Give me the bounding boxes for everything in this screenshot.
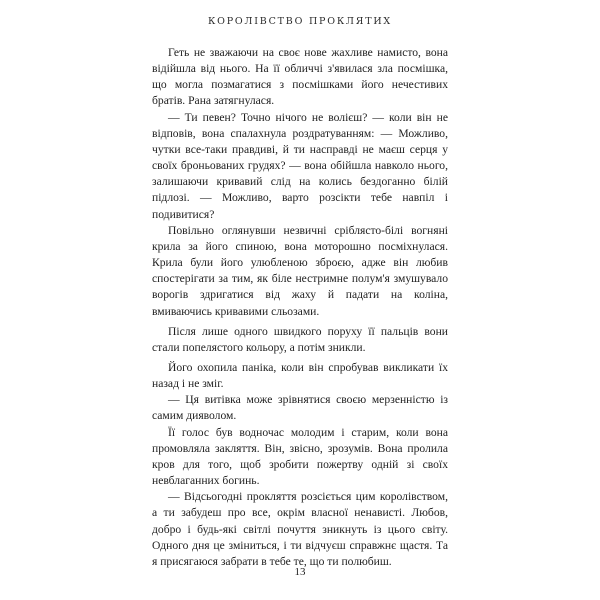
paragraph: Його охопила паніка, коли він спробував викликати їх назад і не зміг.	[152, 360, 448, 391]
paragraph: Після лише одного швидкого поруху її пальців вони стали попелястого кольору, а потім зникли.	[152, 324, 448, 354]
running-header: КОРОЛІВСТВО ПРОКЛЯТИХ	[208, 16, 392, 27]
paragraph: — Ця витівка може зрівнятися своєю мерзенністю із самим дияволом.	[152, 393, 448, 423]
paragraph: — Відсьогодні прокляття розсіється цим королівством, а ти забудеш про все, окрім власної ненависті. Любов, добро і будь-які світлі почуття зникнуть із цього світу. Одного дня це зміниться, і ти відчуєш справжнє щастя. Та я присягаюся забрати в тебе те, що ти полюбиш.	[152, 490, 448, 568]
paragraph: Геть не зважаючи на своє нове жахливе намисто, вона відійшла від нього. На її обличчі з'явилася зла посмішка, що могла позмагатися з посмішками його нечестивих братів. Рана затягнулася.	[152, 46, 448, 108]
page-number: 13	[294, 566, 306, 578]
paragraph: Повільно оглянувши незвичні сріблясто-білі вогняні крила за його спиною, вона моторошно посміхнулася. Крила були його улюбленою зброєю, адже він любив спостерігати за тим, як біле нестримне полум'я змушувало ворогів здригатися від жаху й падати на коліна, вмиваючись кривавими сльозами.	[152, 223, 448, 318]
paragraph: — Ти певен? Точно нічого не волієш? — коли він не відповів, вона спалахнула роздратуванням: — Можливо, чутки все-таки правдиві, й ти насправді не маєш серця у своїх броньованих грудях? — вона обійшла навколо нього, залишаючи кривавий слід на колись бездоганно білій підлозі. — Можливо, варто розсікти тебе навпіл і подивитися?	[152, 110, 448, 221]
paragraph: Її голос був водночас молодим і старим, коли вона промовляла закляття. Він, звісно, зрозумів. Вона пролила кров для того, щоб зробити пожертву одній зі своїх невблаганних богинь.	[152, 425, 448, 488]
body-text	[152, 45, 448, 570]
